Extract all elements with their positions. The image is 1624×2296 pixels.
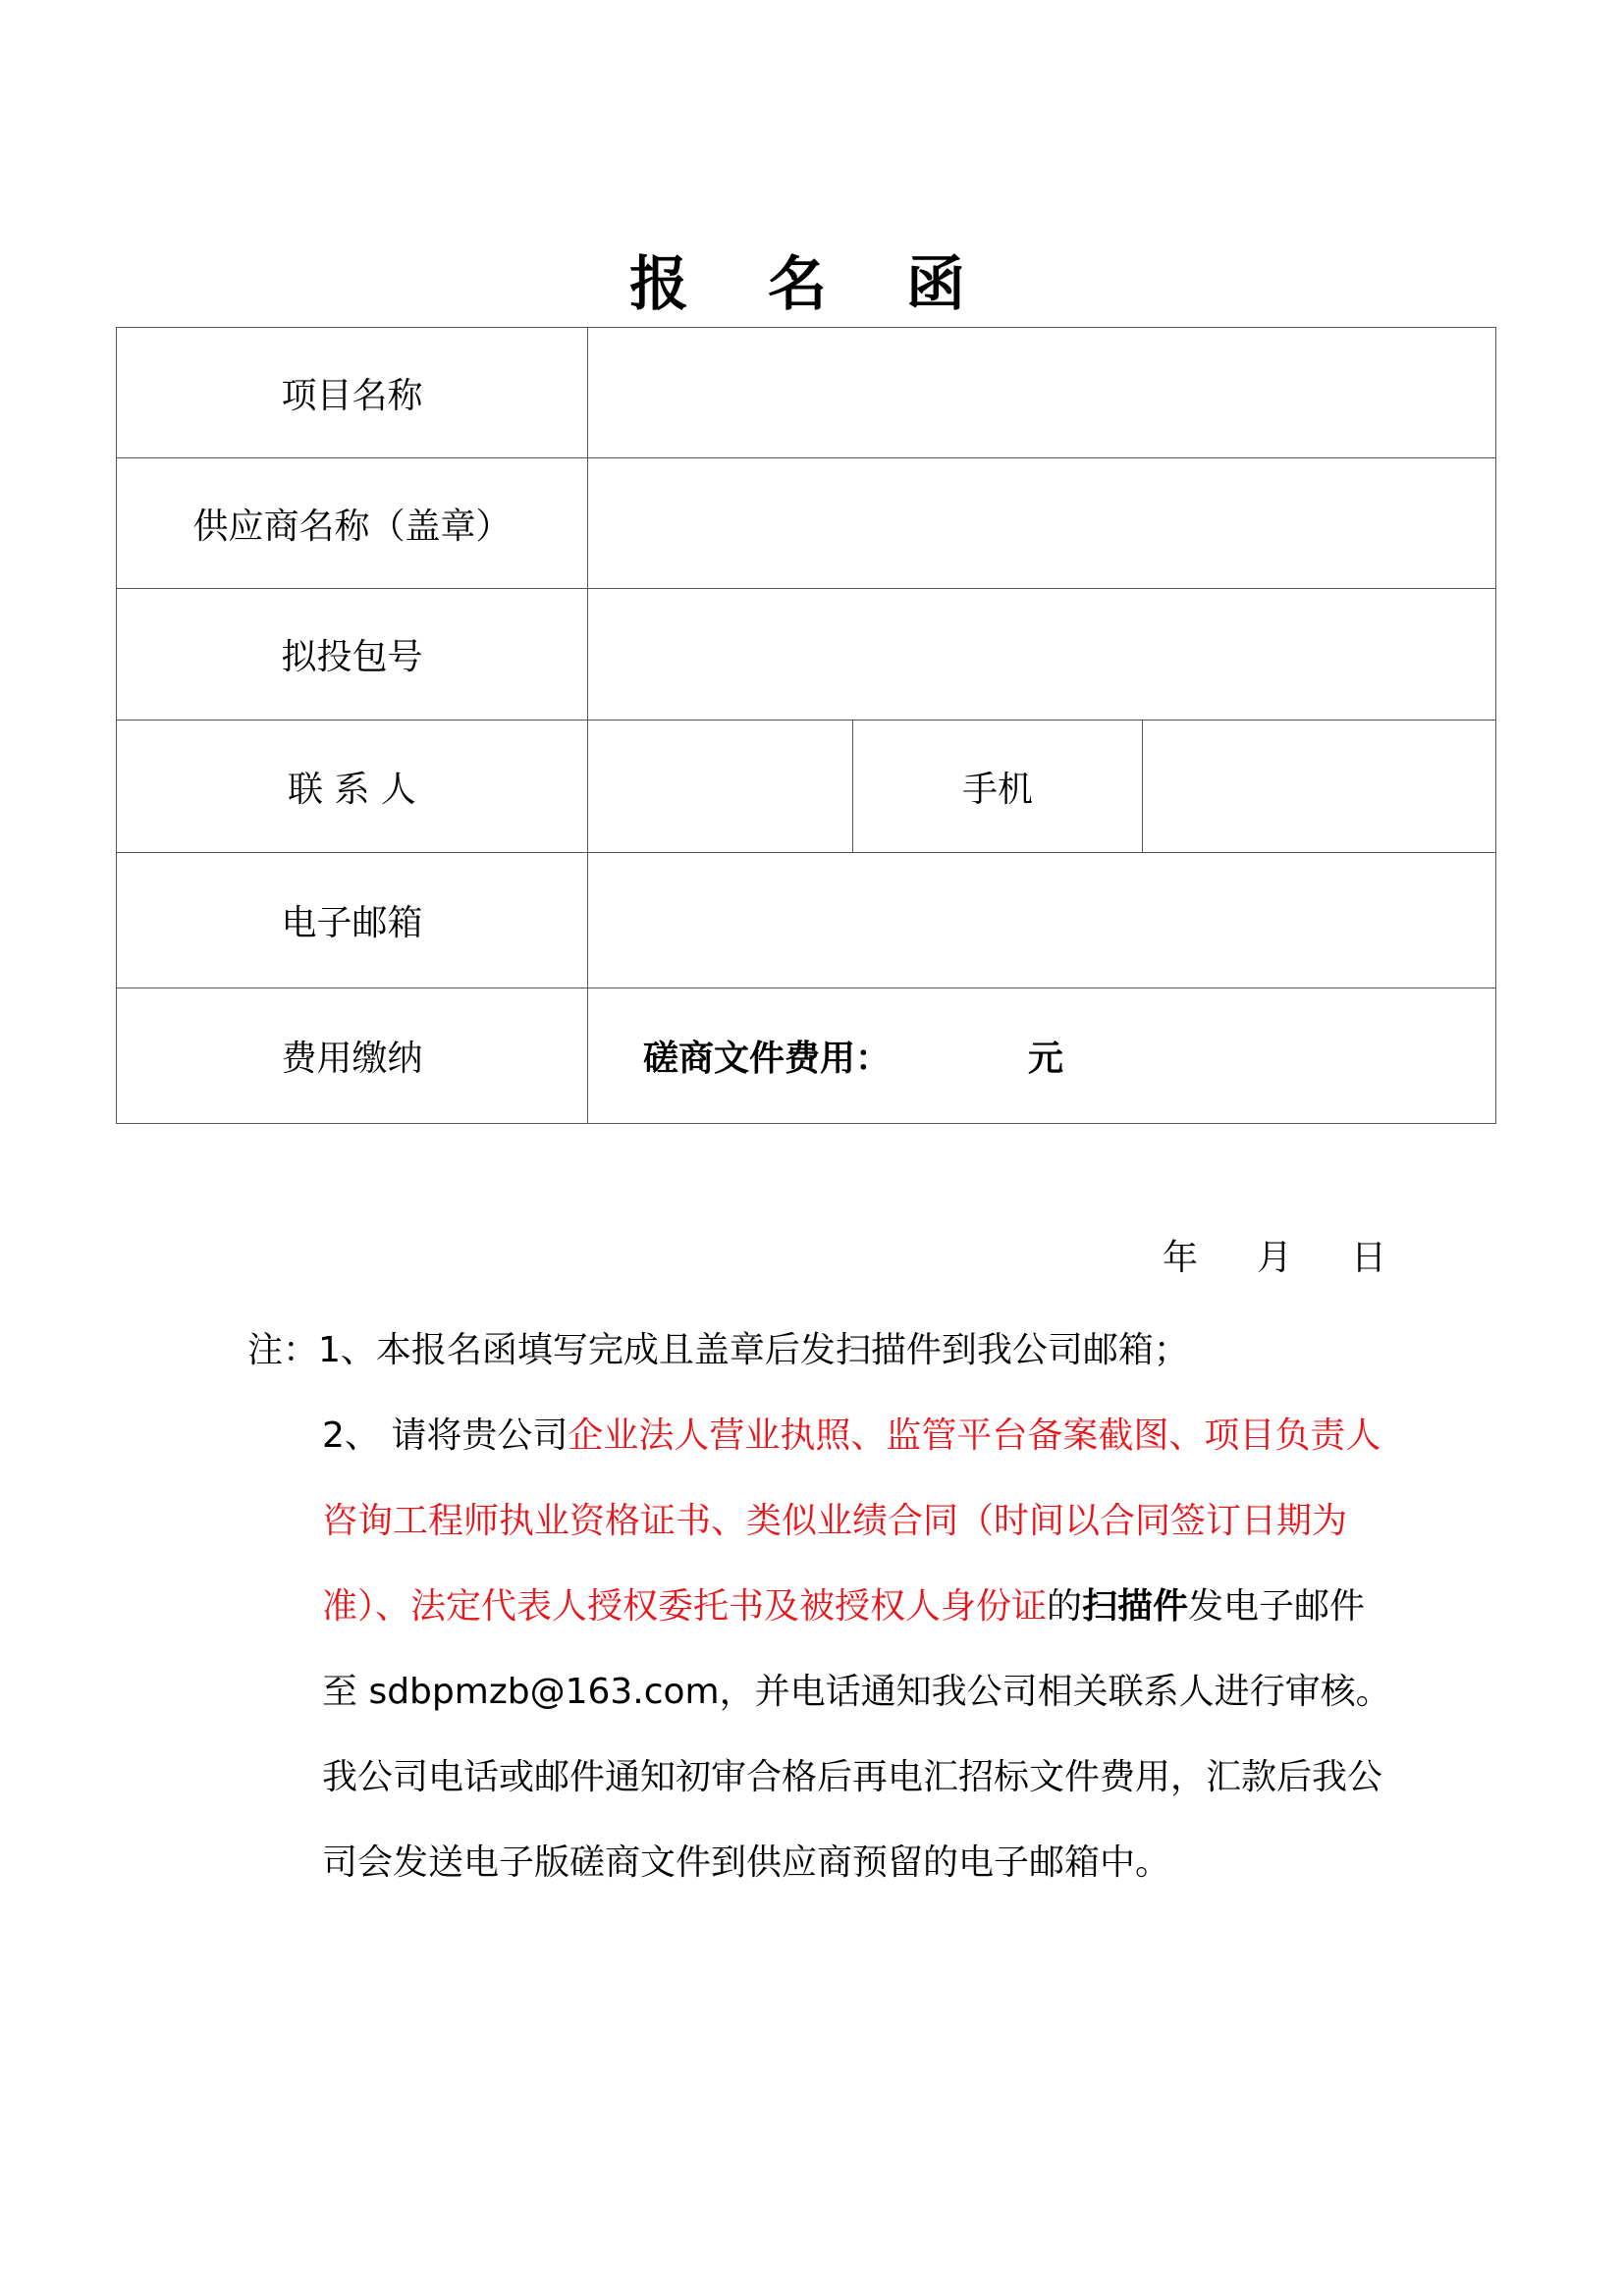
supplier-label: 供应商名称（盖章）	[117, 458, 588, 589]
fee-unit: 元	[1028, 1039, 1064, 1079]
package-field[interactable]	[588, 589, 1496, 721]
note-2-mid: 发电子邮件至	[322, 1586, 1366, 1712]
notes-section	[247, 1308, 1391, 1905]
row-email	[117, 853, 1496, 988]
row-package	[117, 589, 1496, 721]
row-supplier	[117, 458, 1496, 589]
date-month: 月	[1256, 1238, 1292, 1278]
note-1: 注：1、本报名函填写完成且盖章后发扫描件到我公司邮箱；	[247, 1330, 1189, 1370]
contact-field[interactable]	[588, 721, 853, 853]
supplier-field[interactable]	[588, 458, 1496, 589]
date-line	[1163, 1229, 1386, 1288]
project-name-field[interactable]	[588, 328, 1496, 458]
row-fee	[117, 988, 1496, 1124]
project-name-label: 项目名称	[117, 328, 588, 458]
note-2-prefix: 2、 请将贵公司	[322, 1415, 568, 1456]
page-title: 报 名 函	[629, 250, 995, 319]
date-year: 年	[1162, 1238, 1198, 1278]
date-day: 日	[1350, 1238, 1386, 1278]
phone-field[interactable]	[1143, 721, 1496, 853]
note-2-scan: 扫描件	[1082, 1586, 1189, 1627]
note-2-de: 的	[1047, 1586, 1083, 1627]
note-2-tail: ，并电话通知我公司相关联系人进行审核。我公司电话或邮件通知初审合格后再电汇招标文件费用，汇款后我公司会发送电子版磋商文件到供应商预留的电子邮箱中。	[322, 1672, 1391, 1883]
fee-label: 费用缴纳	[117, 988, 588, 1124]
email-field[interactable]	[588, 853, 1496, 988]
fee-text: 磋商文件费用：	[643, 1039, 892, 1079]
fee-field[interactable]	[588, 988, 1496, 1124]
row-project-name	[117, 328, 1496, 458]
note-2-required-docs: 企业法人营业执照、监管平台备案截图、项目负责人咨询工程师执业资格证书、类似业绩合同（时间以合同签订日期为准）、法定代表人授权委托书及被授权人身份证	[322, 1415, 1381, 1627]
row-contact	[117, 721, 1496, 853]
package-label: 拟投包号	[117, 589, 588, 721]
phone-label: 手机	[853, 721, 1143, 853]
contact-label: 联 系 人	[117, 721, 588, 853]
note-2	[247, 1393, 1391, 1905]
registration-form-table	[116, 327, 1496, 1124]
email-label: 电子邮箱	[117, 853, 588, 988]
note-2-email-link[interactable]: sdbpmzb@163.com	[368, 1672, 720, 1712]
